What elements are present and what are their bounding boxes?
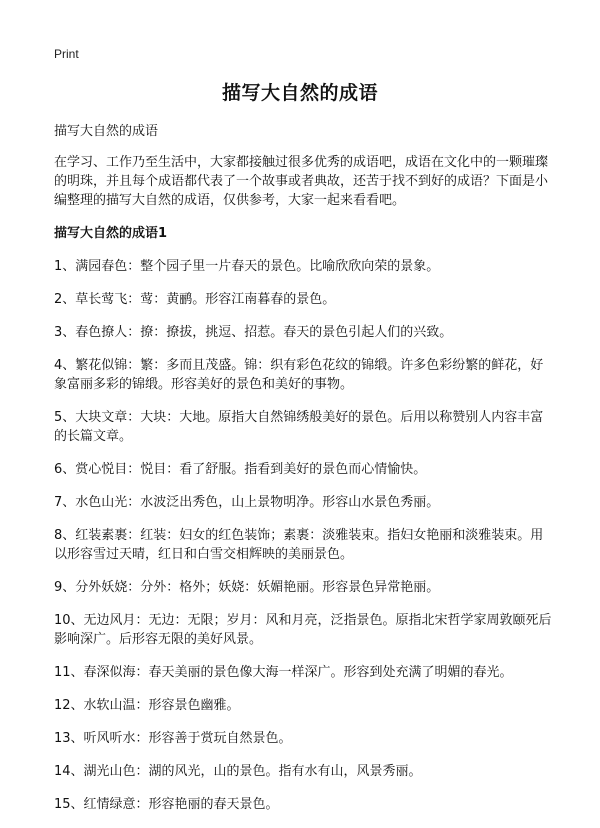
list-item: 8、红装素裹：红装：妇女的红色装饰；素裹：淡雅装束。指妇女艳丽和淡雅装束。用以形容雪过天晴，红日和白雪交相辉映的美丽景色。 <box>54 528 544 562</box>
list-item: 13、听风听水：形容善于赏玩自然景色。 <box>54 731 292 746</box>
article-body <box>54 122 554 828</box>
list-item: 15、红情绿意：形容艳丽的春天景色。 <box>54 797 279 812</box>
list-item: 2、草长莺飞：莺：黄鹂。形容江南暮春的景色。 <box>54 292 336 307</box>
list-item: 3、春色撩人：撩：撩拔，挑逗、招惹。春天的景色引起人们的兴致。 <box>54 325 453 340</box>
list-item: 6、赏心悦目：悦目：看了舒服。指看到美好的景色而心情愉快。 <box>54 462 427 477</box>
list-item: 14、湖光山色：湖的风光，山的景色。指有水有山，风景秀丽。 <box>54 764 422 779</box>
idiom-list <box>54 257 554 814</box>
section-heading: 描写大自然的成语1 <box>54 226 168 241</box>
list-item: 7、水色山光：水波泛出秀色，山上景物明净。形容山水景色秀丽。 <box>54 495 440 510</box>
print-label: Print <box>54 47 79 61</box>
page-title: 描写大自然的成语 <box>221 82 378 104</box>
list-item: 12、水软山温：形容景色幽雅。 <box>54 698 240 713</box>
article-subtitle: 描写大自然的成语 <box>54 124 159 139</box>
list-item: 10、无边风月：无边：无限；岁月：风和月亮，泛指景色。原指北宋哲学家周敦颐死后影响深广。后形容无限的美好风景。 <box>54 613 552 647</box>
list-item: 11、春深似海：春天美丽的景色像大海一样深广。形容到处充满了明媚的春光。 <box>54 665 513 680</box>
intro-paragraph: 在学习、工作乃至生活中，大家都接触过很多优秀的成语吧，成语在文化中的一颗璀璨的明珠，并且每个成语都代表了一个故事或者典故，还苦于找不到好的成语？下面是小编整理的描写大自然的成语，仅供参考，大家一起来看看吧。 <box>54 155 549 208</box>
list-item: 1、满园春色：整个园子里一片春天的景色。比喻欣欣向荣的景象。 <box>54 259 440 274</box>
list-item: 9、分外妖娆：分外：格外；妖娆：妖媚艳丽。形容景色异常艳丽。 <box>54 580 440 595</box>
list-item: 4、繁花似锦：繁：多而且茂盛。锦：织有彩色花纹的锦缎。许多色彩纷繁的鲜花，好象富丽多彩的锦缎。形容美好的景色和美好的事物。 <box>54 358 544 392</box>
list-item: 5、大块文章：大块：大地。原指大自然锦绣般美好的景色。后用以称赞别人内容丰富的长篇文章。 <box>54 410 544 444</box>
